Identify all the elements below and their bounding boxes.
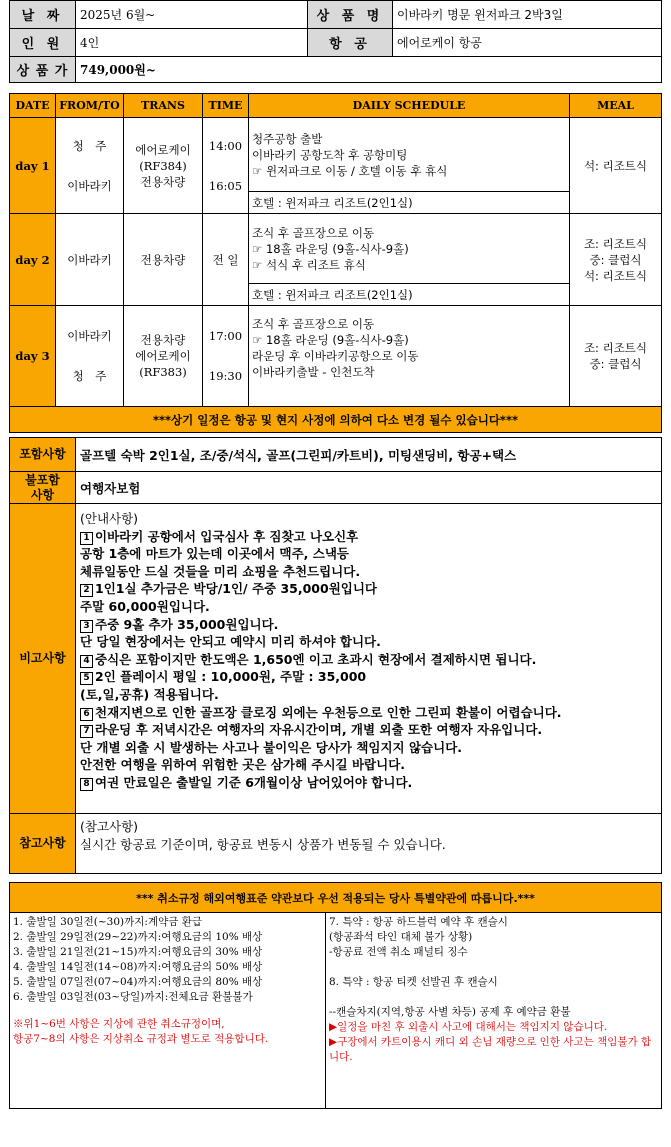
remark-7-line3: 안전한 여행을 위하여 위험한 곳은 삼가해 주시길 바랍니다. <box>80 757 406 773</box>
cancel-rule-2: 2. 출발일 29일전(29~22)까지:여행요금의 10% 배상 <box>13 931 263 943</box>
header-date: DATE <box>10 94 56 118</box>
special-rule-8: 8. 특약 : 항공 티켓 선발권 후 캔슬시 <box>329 976 498 988</box>
remark-4 <box>80 651 657 669</box>
remark-5 <box>80 668 657 686</box>
number-box-icon: 2 <box>80 584 93 597</box>
header-trans: TRANS <box>124 94 203 118</box>
day1-time <box>203 118 249 214</box>
cancel-rule-4: 4. 출발일 14일전(14~08)까지:여행요금의 50% 배상 <box>13 961 263 973</box>
day1-trans-flight: (RF384) <box>139 158 187 173</box>
day2-from: 이바라키 <box>56 214 124 306</box>
day1-time-depart: 14:00 <box>208 138 243 153</box>
product-label: 상 품 명 <box>308 1 393 29</box>
people-value: 4인 <box>76 29 308 57</box>
reference-body <box>76 814 662 874</box>
header-daily-schedule: DAILY SCHEDULE <box>249 94 570 118</box>
header-time: TIME <box>203 94 249 118</box>
day3-meal-breakfast: 조: 리조트식 <box>583 341 648 355</box>
remark-7-text: 라운딩 후 저녁시간은 여행자의 자유시간이며, 개별 외출 또한 여행자 자유입니다. <box>95 722 543 738</box>
remark-5-text: 2인 플레이시 평일 : 10,000원, 주말 : 35,000 <box>95 669 367 685</box>
day1-trans-airline: 에어로케이 <box>135 142 191 157</box>
day3-meal <box>570 306 662 407</box>
number-box-icon: 7 <box>80 725 93 738</box>
day3-label: day 3 <box>10 306 56 407</box>
remark-7-line2: 단 개별 외출 시 발생하는 사고나 불이익은 당사가 책임지지 않습니다. <box>80 739 463 755</box>
day2-time: 전 일 <box>203 214 249 306</box>
remark-1-line2: 공항 1층에 마트가 있는데 이곳에서 맥주, 스낵등 <box>80 546 349 562</box>
day3-meal-lunch: 중: 클럽식 <box>589 357 642 371</box>
remark-1-text: 이바라키 공항에서 입국심사 후 짐찾고 나오신후 <box>95 528 359 544</box>
remark-2 <box>80 580 657 598</box>
remark-2-text: 1인1실 추가금은 박당/1인/ 주중 35,000원입니다 <box>95 581 377 597</box>
day3-time-depart: 17:00 <box>208 329 243 343</box>
day2-trans: 전용차량 <box>124 214 203 306</box>
remark-1-line3: 체류일동안 드실 것들을 미리 쇼핑을 추천드립니다. <box>80 563 361 579</box>
day1-trans-vehicle: 전용차량 <box>140 174 186 189</box>
info-table <box>9 0 662 83</box>
schedule-table <box>9 93 662 433</box>
remark-7 <box>80 721 657 739</box>
day2-schedule <box>249 214 570 284</box>
schedule-header-row <box>10 94 662 118</box>
disclaimer-2: ▶구장에서 카트이용시 캐디 외 손님 재량으로 인한 사고는 책임불가 합니다. <box>329 1036 652 1063</box>
day3-time-arrive: 19:30 <box>208 369 243 383</box>
day2-line-2: ☞ 18홀 라운딩 (9홀-식사-9홀) <box>252 241 409 256</box>
special-rule-7: 7. 특약 : 항공 하드블럭 예약 후 캔슬시 <box>329 916 508 928</box>
cancel-rule-6: 6. 출발일 03일전(03~당일)까지:전체요금 환불불가 <box>13 991 253 1003</box>
reference-value: 실시간 항공료 기준이며, 항공료 변동시 상품가 변동될 수 있습니다. <box>80 837 446 852</box>
details-table <box>9 437 662 874</box>
price-value: 749,000원~ <box>76 57 662 83</box>
special-rule-7-detail: (항공좌석 타인 대체 불가 상황) <box>329 931 473 943</box>
date-value: 2025년 6월~ <box>76 1 308 29</box>
day1-to: 이바라키 <box>67 178 112 193</box>
product-value: 이바라키 명문 윈저파크 2박3일 <box>393 1 662 29</box>
day2-label: day 2 <box>10 214 56 306</box>
number-box-icon: 6 <box>80 708 93 721</box>
day2-meal-breakfast: 조: 리조트식 <box>583 236 648 251</box>
remark-3-text: 주중 9홀 추가 35,000원입니다. <box>95 616 279 632</box>
day2-meal <box>570 214 662 306</box>
schedule-notice: ***상기 일정은 항공 및 현지 사정에 의하여 다소 변경 될수 있습니다*** <box>10 407 662 433</box>
remark-5-line2: (토,일,공휴) 적용됩니다. <box>80 686 219 702</box>
cancellation-table <box>9 882 662 1109</box>
day3-schedule <box>249 306 570 407</box>
day3-from-to <box>56 306 124 407</box>
day2-line-3: ☞ 석식 후 리조트 휴식 <box>252 257 366 272</box>
included-label: 포함사항 <box>10 438 76 472</box>
day1-meal: 석: 리조트식 <box>570 118 662 214</box>
day1-label: day 1 <box>10 118 56 214</box>
day1-line-3: ☞ 윈저파크로 이동 / 호텔 이동 후 휴식 <box>252 163 448 178</box>
remark-2-line2: 주말 60,000원입니다. <box>80 598 210 614</box>
number-box-icon: 3 <box>80 620 93 633</box>
day1-hotel: 호텔 : 윈저파크 리조트(2인1실) <box>249 192 570 214</box>
day3-line-1: 조식 후 골프장으로 이동 <box>252 317 375 331</box>
people-label: 인 원 <box>10 29 76 57</box>
excluded-label-line2: 사항 <box>30 487 55 502</box>
cancellation-title: *** 취소규정 해외여행표준 약관보다 우선 적용되는 당사 특별약관에 따릅니다.*** <box>10 883 662 913</box>
remark-1 <box>80 528 657 546</box>
included-value: 골프텔 숙박 2인1실, 조/중/석식, 골프(그린피/카트비), 미팅샌딩비, 항공+택스 <box>76 438 662 472</box>
day3-from: 이바라키 <box>67 329 112 343</box>
day2-line-1: 조식 후 골프장으로 이동 <box>252 225 375 240</box>
number-box-icon: 1 <box>80 532 93 545</box>
day3-line-2: ☞ 18홀 라운딩 (9홀-식사-9홀) <box>252 333 409 347</box>
document-page <box>9 0 661 1109</box>
excluded-label-line1: 불포함 <box>25 472 60 487</box>
excluded-label <box>10 472 76 504</box>
cancel-rule-1: 1. 출발일 30일전(~30)까지:계약금 환급 <box>13 916 202 928</box>
excluded-value: 여행자보험 <box>76 472 662 504</box>
day3-trans <box>124 306 203 407</box>
remarks-body <box>76 504 662 814</box>
remark-3-line2: 단 당일 현장에서는 안되고 예약시 미리 하셔야 합니다. <box>80 634 381 650</box>
cancellation-left <box>10 913 326 1109</box>
remark-4-text: 중식은 포함이지만 한도액은 1,650엔 이고 초과시 현장에서 결제하시면 됩니다. <box>95 651 537 667</box>
cancel-rule-5: 5. 출발일 07일전(07~04)까지:여행요금의 80% 배상 <box>13 976 263 988</box>
cancel-note-2: 항공7~8의 사항은 지상취소 규정과 별도로 적용합니다. <box>13 1033 269 1045</box>
number-box-icon: 4 <box>80 655 93 668</box>
day2-meal-dinner: 석: 리조트식 <box>583 268 648 283</box>
number-box-icon: 5 <box>80 672 93 685</box>
day1-line-2: 이바라키 공항도착 후 공항미팅 <box>252 147 408 162</box>
day1-from-to <box>56 118 124 214</box>
day1-from: 청 주 <box>72 138 107 153</box>
day3-trans-vehicle: 전용차량 <box>140 333 186 347</box>
remark-8 <box>80 774 657 792</box>
day3-trans-flight: (RF383) <box>139 365 187 379</box>
number-box-icon: 8 <box>80 778 93 791</box>
special-rule-8-detail: --캔슬차지(지역,항공 사별 차등) 공제 후 예약금 환불 <box>329 1006 571 1018</box>
day1-trans <box>124 118 203 214</box>
day3-line-3: 라운딩 후 이바라키공항으로 이동 <box>252 349 419 363</box>
remark-8-text: 여권 만료일은 출발일 기준 6개월이상 남어있어야 합니다. <box>95 774 413 790</box>
reference-header: (참고사항) <box>80 819 139 834</box>
header-meal: MEAL <box>570 94 662 118</box>
remarks-label: 비고사항 <box>10 504 76 814</box>
day1-time-arrive: 16:05 <box>208 178 243 193</box>
airline-value: 에어로케이 항공 <box>393 29 662 57</box>
remark-3 <box>80 616 657 634</box>
remark-6-text: 천재지변으로 인한 골프장 클로징 외에는 우천등으로 인한 그린피 환불이 어렵습니다. <box>95 704 562 720</box>
day2-meal-lunch: 중: 클럽식 <box>589 252 642 267</box>
reference-label: 참고사항 <box>10 814 76 874</box>
day3-line-4: 이바라키출발 - 인천도착 <box>252 365 375 379</box>
price-label: 상 품 가 <box>10 57 76 83</box>
airline-label: 항 공 <box>308 29 393 57</box>
day3-to: 청 주 <box>72 369 107 383</box>
cancel-note-1: ※위1~6번 사항은 지상에 관한 취소규정이며, <box>13 1018 225 1030</box>
remarks-header: (안내사항) <box>80 511 139 526</box>
day1-line-1: 청주공항 출발 <box>252 131 323 146</box>
day3-trans-airline: 에어로케이 <box>135 349 191 363</box>
date-label: 날 짜 <box>10 1 76 29</box>
remark-6 <box>80 704 657 722</box>
cancellation-right <box>326 913 662 1109</box>
header-from-to: FROM/TO <box>56 94 124 118</box>
day3-time <box>203 306 249 407</box>
disclaimer-1: ▶일정을 마친 후 외출시 사고에 대해서는 책임지지 않습니다. <box>329 1021 608 1033</box>
cancel-rule-3: 3. 출발일 21일전(21~15)까지:여행요금의 30% 배상 <box>13 946 263 958</box>
day1-schedule <box>249 118 570 192</box>
day2-hotel: 호텔 : 윈저파크 리조트(2인1실) <box>249 284 570 306</box>
special-rule-7-penalty: -항공료 전액 취소 패널티 징수 <box>329 946 468 958</box>
